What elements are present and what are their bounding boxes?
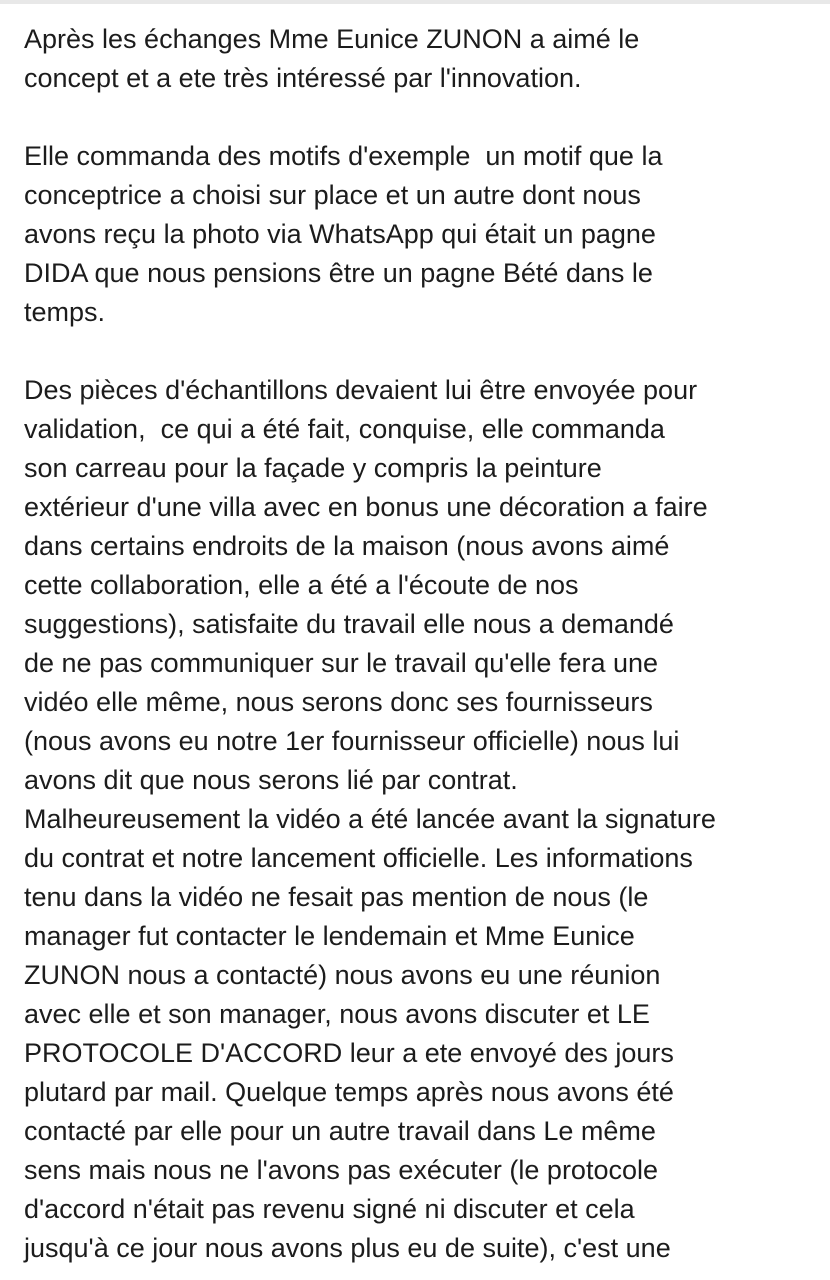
top-divider bbox=[0, 0, 830, 4]
text-line: de ne pas communiquer sur le travail qu'elle fera une bbox=[24, 648, 659, 678]
text-line: avons dit que nous serons lié par contrat. bbox=[24, 765, 518, 795]
text-line: cette collaboration, elle a été a l'écoute de nos bbox=[24, 570, 579, 600]
text-line: Des pièces d'échantillons devaient lui être envoyée pour bbox=[24, 375, 698, 405]
text-line: concept et a ete très intéressé par l'innovation. bbox=[24, 63, 582, 93]
text-line: plutard par mail. Quelque temps après nous avons été bbox=[24, 1077, 674, 1107]
text-line: manager fut contacter le lendemain et Mme Eunice bbox=[24, 921, 635, 951]
text-line: sens mais nous ne l'avons pas exécuter (le protocole bbox=[24, 1155, 658, 1185]
text-line: DIDA que nous pensions être un pagne Bété dans le bbox=[24, 258, 653, 288]
text-line: du contrat et notre lancement officielle. Les informations bbox=[24, 843, 693, 873]
paragraph-1 bbox=[24, 20, 824, 98]
text-line: ZUNON nous a contacté) nous avons eu une réunion bbox=[24, 960, 661, 990]
text-line: temps. bbox=[24, 297, 106, 327]
text-line: extérieur d'une villa avec en bonus une décoration a faire bbox=[24, 492, 708, 522]
text-line: Malheureusement la vidéo a été lancée avant la signature bbox=[24, 804, 716, 834]
text-line: vidéo elle même, nous serons donc ses fournisseurs bbox=[24, 687, 653, 717]
text-line: Après les échanges Mme Eunice ZUNON a aimé le bbox=[24, 24, 640, 54]
text-line: avec elle et son manager, nous avons discuter et LE bbox=[24, 999, 650, 1029]
post-text-body bbox=[24, 20, 824, 1268]
paragraph-spacer bbox=[24, 332, 824, 371]
paragraph-2 bbox=[24, 137, 824, 332]
text-line: (nous avons eu notre 1er fournisseur officielle) nous lui bbox=[24, 726, 680, 756]
text-line: dans certains endroits de la maison (nous avons aimé bbox=[24, 531, 670, 561]
text-line: Elle commanda des motifs d'exemple un motif que la bbox=[24, 141, 663, 171]
paragraph-spacer bbox=[24, 98, 824, 137]
text-line: son carreau pour la façade y compris la peinture bbox=[24, 453, 602, 483]
text-line: tenu dans la vidéo ne fesait pas mention de nous (le bbox=[24, 882, 649, 912]
text-line: suggestions), satisfaite du travail elle nous a demandé bbox=[24, 609, 674, 639]
text-line: d'accord n'était pas revenu signé ni discuter et cela bbox=[24, 1194, 635, 1224]
text-line: conceptrice a choisi sur place et un autre dont nous bbox=[24, 180, 641, 210]
text-line: contacté par elle pour un autre travail dans Le même bbox=[24, 1116, 656, 1146]
text-line: jusqu'à ce jour nous avons plus eu de suite), c'est une bbox=[24, 1233, 671, 1263]
text-line: PROTOCOLE D'ACCORD leur a ete envoyé des jours bbox=[24, 1038, 674, 1068]
text-line: avons reçu la photo via WhatsApp qui était un pagne bbox=[24, 219, 656, 249]
text-line: validation, ce qui a été fait, conquise, elle commanda bbox=[24, 414, 665, 444]
paragraph-3 bbox=[24, 371, 824, 1268]
